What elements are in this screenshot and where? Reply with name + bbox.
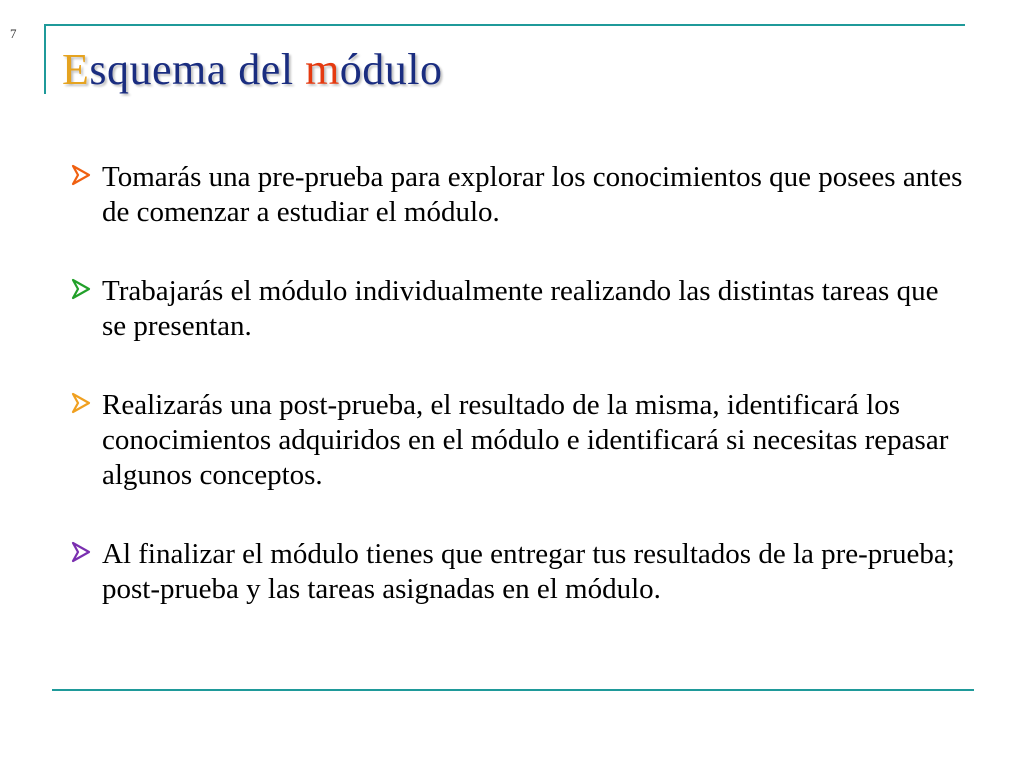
bullet-item (66, 388, 966, 493)
title-initial-letter: E (62, 45, 90, 94)
title-text-part2: ódulo (339, 45, 443, 94)
top-rule (44, 24, 965, 26)
bullet-list (66, 160, 966, 607)
arrowhead-bullet-icon (70, 164, 92, 186)
arrowhead-bullet-icon (70, 278, 92, 300)
slide-title (62, 44, 443, 95)
bullet-text: Al finalizar el módulo tienes que entregar tus resultados de la pre-prueba; post-prueba y las tareas asignadas en el módulo. (102, 538, 955, 605)
bullet-item (66, 537, 966, 607)
arrowhead-bullet-icon (70, 541, 92, 563)
title-text-part1: squema del (89, 45, 306, 94)
bullet-text: Trabajarás el módulo individualmente realizando las distintas tareas que se presentan. (102, 275, 939, 342)
bottom-rule (52, 689, 974, 691)
left-rule (44, 24, 46, 94)
bullet-text: Tomarás una pre-prueba para explorar los conocimientos que posees antes de comenzar a estudiar el módulo. (102, 161, 963, 228)
bullet-item (66, 160, 966, 230)
bullet-item (66, 274, 966, 344)
bullet-text: Realizarás una post-prueba, el resultado de la misma, identificará los conocimientos adquiridos en el módulo e identificará si necesitas repasar algunos conceptos. (102, 389, 949, 491)
slide-number: 7 (10, 26, 17, 41)
arrowhead-bullet-icon (70, 392, 92, 414)
title-highlight-letter: m (305, 45, 340, 94)
